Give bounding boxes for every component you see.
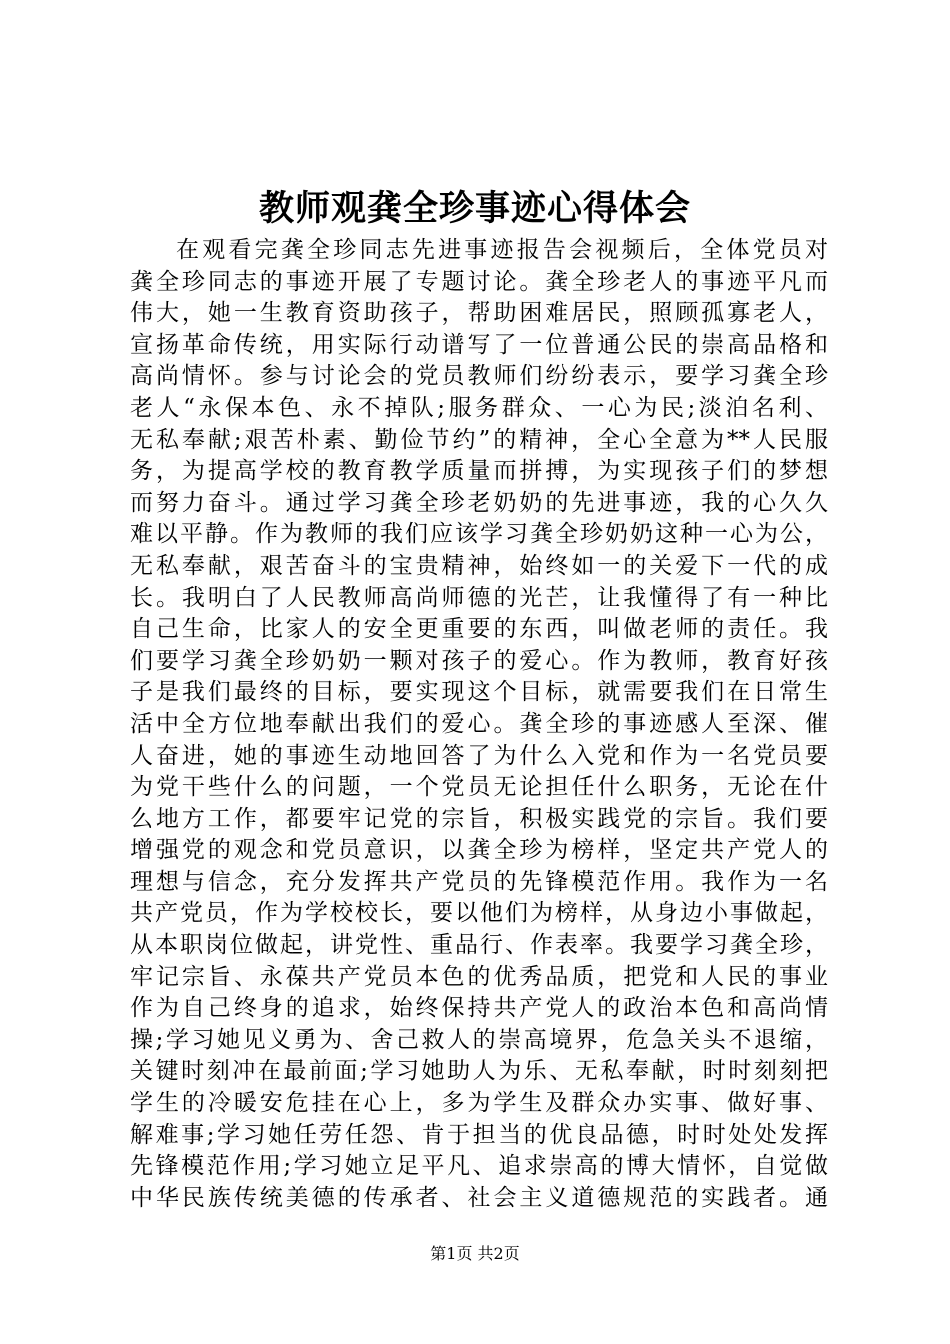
body-line: 先锋模范作用;学习她立足平凡、追求崇高的博大情怀，自觉做 [130,1153,828,1180]
body-line: 务，为提高学校的教育教学质量而拼搏，为实现孩子们的梦想 [130,458,828,485]
body-line: 在观看完龚全珍同志先进事迹报告会视频后，全体党员对 [176,237,828,263]
body-line: 老人“永保本色、永不掉队;服务群众、一心为民;淡泊名利、 [130,394,828,421]
body-line: 活中全方位地奉献出我们的爱心。龚全珍的事迹感人至深、催 [130,710,828,737]
body-line: 增强党的观念和党员意识，以龚全珍为榜样，坚定共产党人的 [130,837,828,864]
body-line: 们要学习龚全珍奶奶一颗对孩子的爱心。作为教师，教育好孩 [130,647,828,674]
body-line: 无私奉献;艰苦朴素、勤俭节约”的精神，全心全意为**人民服 [130,426,828,453]
body-line: 关键时刻冲在最前面;学习她助人为乐、无私奉献，时时刻刻把 [130,1058,828,1085]
body-line: 伟大，她一生教育资助孩子，帮助困难居民，照顾孤寡老人， [130,300,828,327]
body-line: 解难事;学习她任劳任怨、肯于担当的优良品德，时时处处发挥 [130,1121,828,1148]
body-line: 而努力奋斗。通过学习龚全珍老奶奶的先进事迹，我的心久久 [130,489,828,516]
body-line: 高尚情怀。参与讨论会的党员教师们纷纷表示，要学习龚全珍 [130,363,828,390]
body-line: 从本职岗位做起，讲党性、重品行、作表率。我要学习龚全珍， [130,932,828,959]
body-line: 理想与信念，充分发挥共产党员的先锋模范作用。我作为一名 [130,868,828,895]
body-line: 么地方工作，都要牢记党的宗旨，积极实践党的宗旨。我们要 [130,805,828,832]
body-line: 为党干些什么的问题，一个党员无论担任什么职务，无论在什 [130,774,828,801]
body-line: 牢记宗旨、永葆共产党员本色的优秀品质，把党和人民的事业 [130,963,828,990]
body-line: 作为自己终身的追求，始终保持共产党人的政治本色和高尚情 [130,995,828,1022]
body-line: 难以平静。作为教师的我们应该学习龚全珍奶奶这种一心为公， [130,521,828,548]
body-paragraph [130,235,828,1214]
page-number-footer: 第1页 共2页 [430,1244,520,1263]
body-line: 操;学习她见义勇为、舍己救人的崇高境界，危急关头不退缩， [130,1026,828,1053]
body-line: 宣扬革命传统，用实际行动谱写了一位普通公民的崇高品格和 [130,331,828,358]
body-line: 龚全珍同志的事迹开展了专题讨论。龚全珍老人的事迹平凡而 [130,268,828,295]
body-line: 无私奉献，艰苦奋斗的宝贵精神，始终如一的关爱下一代的成 [130,552,828,579]
body-line: 共产党员，作为学校校长，要以他们为榜样，从身边小事做起， [130,900,828,927]
body-line: 学生的冷暖安危挂在心上，多为学生及群众办实事、做好事、 [130,1090,828,1117]
document-title: 教师观龚全珍事迹心得体会 [258,188,691,229]
body-line: 人奋进，她的事迹生动地回答了为什么入党和作为一名党员要 [130,742,828,769]
body-line: 子是我们最终的目标，要实现这个目标，就需要我们在日常生 [130,679,828,706]
body-line: 长。我明白了人民教师高尚师德的光芒，让我懂得了有一种比 [130,584,828,611]
body-line: 中华民族传统美德的传承者、社会主义道德规范的实践者。通 [130,1184,828,1211]
body-line: 自己生命，比家人的安全更重要的东西，叫做老师的责任。我 [130,616,828,643]
